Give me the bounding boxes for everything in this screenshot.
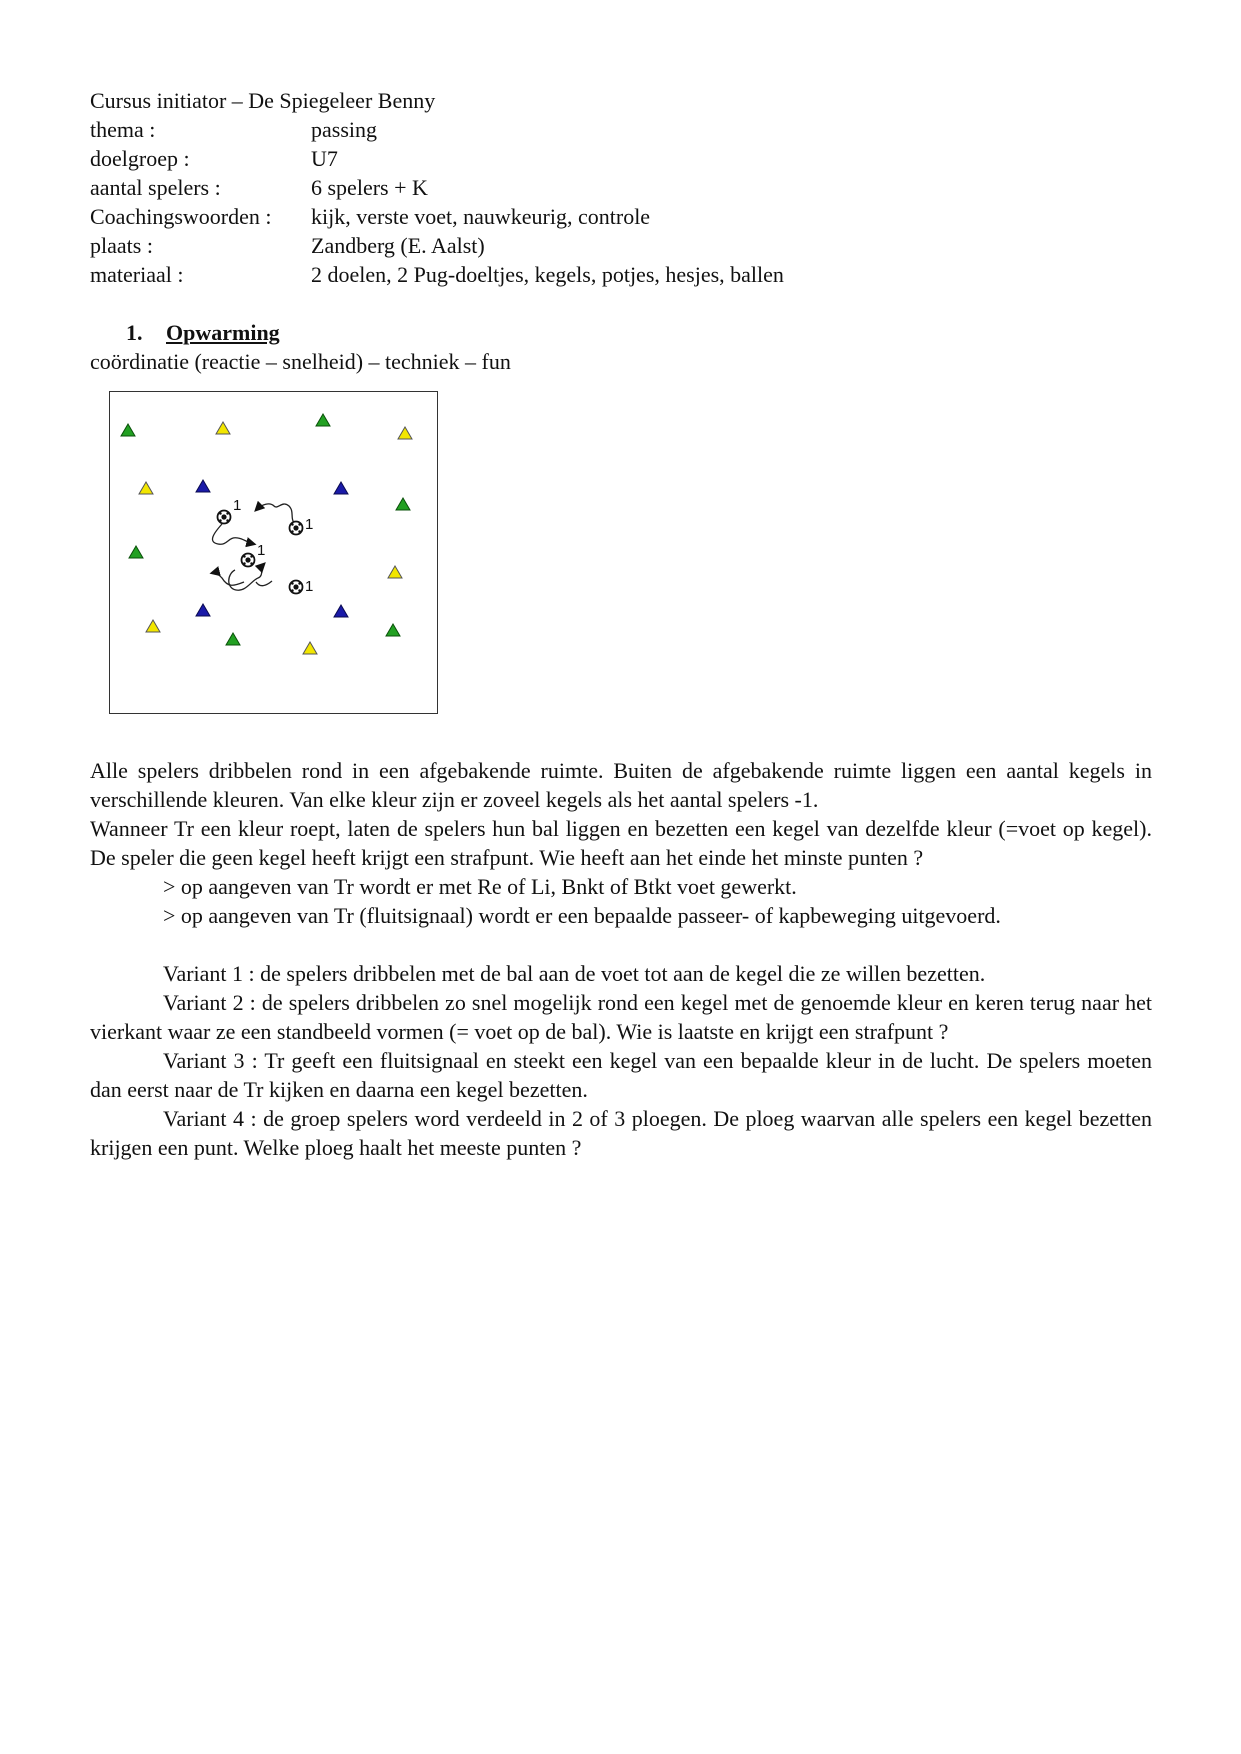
section-number: 1. xyxy=(126,320,143,345)
cone-green-icon xyxy=(129,546,143,558)
course-header: Cursus initiator – De Spiegeleer Benny xyxy=(90,88,436,113)
meta-key: Coachingswoorden : xyxy=(90,204,272,229)
meta-value: Zandberg (E. Aalst) xyxy=(311,233,485,258)
cone-blue-icon xyxy=(196,480,210,492)
section-title: Opwarming xyxy=(166,320,280,345)
instruction-item: > op aangeven van Tr wordt er met Re of Li, Bnkt of Btkt voet gewerkt. xyxy=(163,874,797,899)
dribble-path-icon xyxy=(212,573,244,586)
meta-key: aantal spelers : xyxy=(90,175,221,200)
section-subtitle: coördinatie (reactie – snelheid) – techniek – fun xyxy=(90,349,511,374)
meta-row-materiaal xyxy=(90,260,1152,289)
meta-row-coachingswoorden xyxy=(90,202,1152,231)
cone-green-icon xyxy=(396,498,410,510)
meta-value: kijk, verste voet, nauwkeurig, controle xyxy=(311,204,651,229)
cone-green-icon xyxy=(386,624,400,636)
meta-row-aantal-spelers xyxy=(90,173,1152,202)
section-heading xyxy=(90,318,1152,347)
cone-yellow-icon xyxy=(139,482,153,494)
player-label: 1 xyxy=(305,578,314,595)
cone-yellow-icon xyxy=(398,427,412,439)
cone-yellow-icon xyxy=(146,620,160,632)
cone-yellow-icon xyxy=(303,642,317,654)
cone-blue-icon xyxy=(334,605,348,617)
cone-blue-icon xyxy=(334,482,348,494)
meta-table xyxy=(90,115,1152,289)
meta-row-thema xyxy=(90,115,1152,144)
meta-key: plaats : xyxy=(90,233,153,258)
cone-green-icon xyxy=(121,424,135,436)
dribble-path-icon xyxy=(256,504,296,524)
player-label: 1 xyxy=(257,542,266,559)
variant-paragraph: Variant 3 : Tr geeft een fluitsignaal en steekt een kegel van een bepaalde kleur in de lucht. De spelers moeten dan eerst naar de Tr kijken en daarna een kegel bezetten. xyxy=(90,1048,1152,1102)
paragraph: Alle spelers dribbelen rond in een afgebakende ruimte. Buiten de afgebakende ruimte liggen een aantal kegels in verschillende kleuren. Van elke kleur zijn er zoveel kegels als het aantal spelers -1. xyxy=(90,758,1152,812)
variant-paragraph: Variant 1 : de spelers dribbelen met de bal aan de voet tot aan de kegel die ze willen bezetten. xyxy=(163,961,986,986)
ball-icon xyxy=(290,581,303,594)
variant-paragraph: Variant 2 : de spelers dribbelen zo snel mogelijk rond een kegel met de genoemde kleur en keren terug naar het vierkant waar ze een standbeeld vormen (= voet op de bal). Wie is laatste en krijgt een strafpunt ? xyxy=(90,990,1152,1044)
exercise-description xyxy=(90,756,1152,1162)
cone-yellow-icon xyxy=(216,422,230,434)
player-label: 1 xyxy=(305,516,314,533)
variant-paragraph: Variant 4 : de groep spelers word verdeeld in 2 of 3 ploegen. De ploeg waarvan alle spelers een kegel bezetten krijgen een punt. Welke ploeg haalt het meeste punten ? xyxy=(90,1106,1152,1160)
cone-yellow-icon xyxy=(388,566,402,578)
meta-key: materiaal : xyxy=(90,262,184,287)
document-page xyxy=(90,86,1152,1162)
meta-key: thema : xyxy=(90,117,156,142)
meta-row-doelgroep xyxy=(90,144,1152,173)
meta-value: passing xyxy=(311,117,377,142)
meta-row-plaats xyxy=(90,231,1152,260)
meta-value: 6 spelers + K xyxy=(311,175,428,200)
cone-green-icon xyxy=(226,633,240,645)
instruction-item: > op aangeven van Tr (fluitsignaal) wordt er een bepaalde passeer- of kapbeweging uitgevoerd. xyxy=(163,903,1001,928)
ball-icon xyxy=(290,522,303,535)
cone-blue-icon xyxy=(196,604,210,616)
dribble-path-icon xyxy=(212,524,254,544)
player-label: 1 xyxy=(233,497,242,514)
drill-diagram-svg xyxy=(110,392,437,713)
ball-icon xyxy=(218,511,231,524)
meta-key: doelgroep : xyxy=(90,146,190,171)
ball-icon xyxy=(242,554,255,567)
drill-diagram xyxy=(109,391,438,714)
cone-green-icon xyxy=(316,414,330,426)
spacer xyxy=(90,930,1152,959)
paragraph: Wanneer Tr een kleur roept, laten de spelers hun bal liggen en bezetten een kegel van dezelfde kleur (=voet op kegel). De speler die geen kegel heeft krijgt een strafpunt. Wie heeft aan het einde het minste punten ? xyxy=(90,816,1152,870)
dribble-path-icon xyxy=(256,581,272,586)
dribble-path-icon xyxy=(229,564,264,590)
meta-value: 2 doelen, 2 Pug-doeltjes, kegels, potjes, hesjes, ballen xyxy=(311,262,784,287)
meta-value: U7 xyxy=(311,146,338,171)
